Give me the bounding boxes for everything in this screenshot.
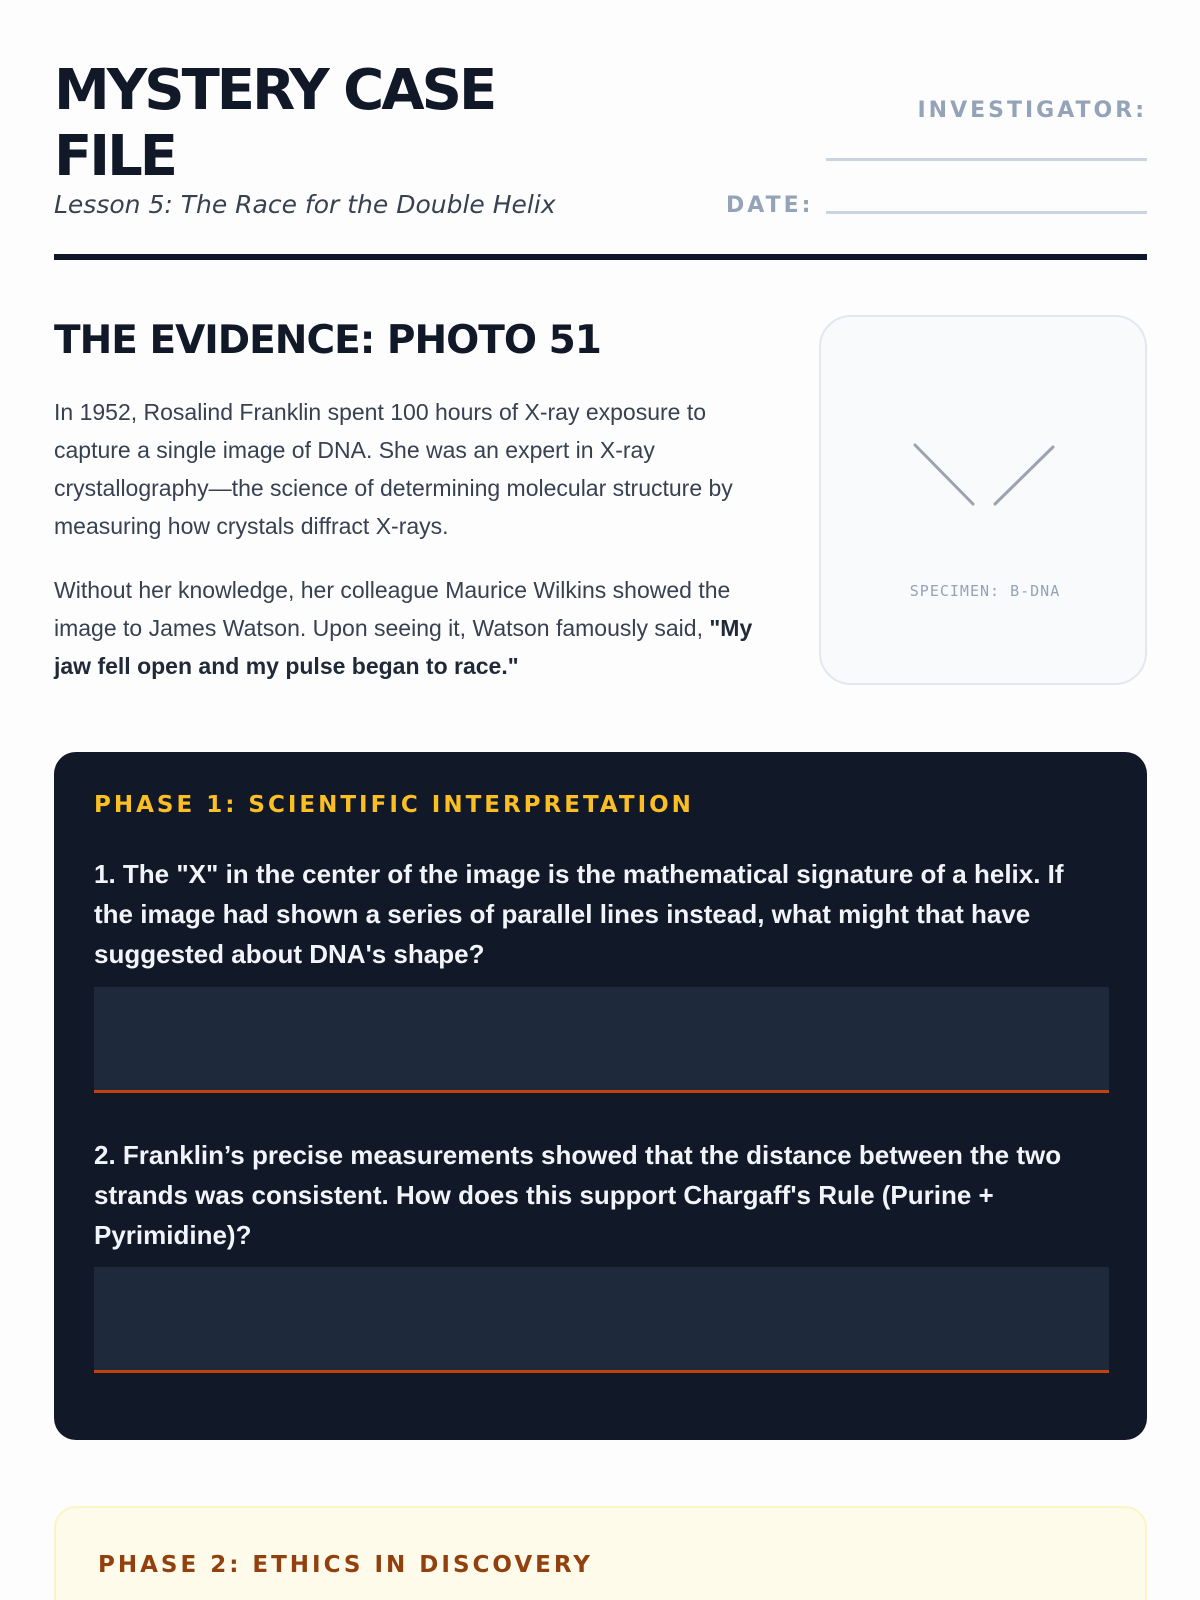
answer-box-2[interactable] [94,1267,1109,1373]
investigator-field[interactable] [826,158,1147,161]
evidence-paragraph-2 [54,571,774,685]
phase2-title: PHASE 2: ETHICS IN DISCOVERY [98,1552,593,1578]
investigator-label: INVESTIGATOR: [917,98,1147,123]
worksheet-page [54,0,1147,1600]
specimen-image-card [819,315,1147,685]
watson-quote: "My jaw fell open and my pulse began to race." [54,615,753,679]
evidence-paragraph-2-text: Without her knowledge, her colleague Maurice Wilkins showed the image to James Watson. Upon seeing it, Watson famously said, [54,577,731,641]
question-2: 2. Franklin’s precise measurements showed that the distance between the two strands was consistent. How does this support Chargaff's Rule (Purine + Pyrimidine)? [94,1140,1062,1250]
phase2-section [54,1506,1147,1600]
lesson-subtitle: Lesson 5: The Race for the Double Helix [54,190,556,219]
evidence-paragraph-1: In 1952, Rosalind Franklin spent 100 hours of X-ray exposure to capture a single image of DNA. She was an expert in X-ray crystallography—the science of determining molecular structure by measuring how crystals diffract X-rays. [54,399,733,539]
question-1: 1. The "X" in the center of the image is the mathematical signature of a helix. If the image had shown a series of parallel lines instead, what might that have suggested about DNA's shape? [94,859,1064,969]
phase1-title: PHASE 1: SCIENTIFIC INTERPRETATION [94,792,694,818]
phase1-section [54,752,1147,1440]
evidence-title: THE EVIDENCE: PHOTO 51 [54,318,601,363]
date-field[interactable] [826,211,1147,214]
x-ray-pattern-icon [821,317,1149,687]
answer-box-1[interactable] [94,987,1109,1093]
header-divider [54,254,1147,260]
specimen-label: SPECIMEN: B-DNA [909,582,1061,600]
date-label: DATE: [726,193,814,218]
page-title: MYSTERY CASE FILE [54,58,495,189]
worksheet-header [54,58,1147,258]
